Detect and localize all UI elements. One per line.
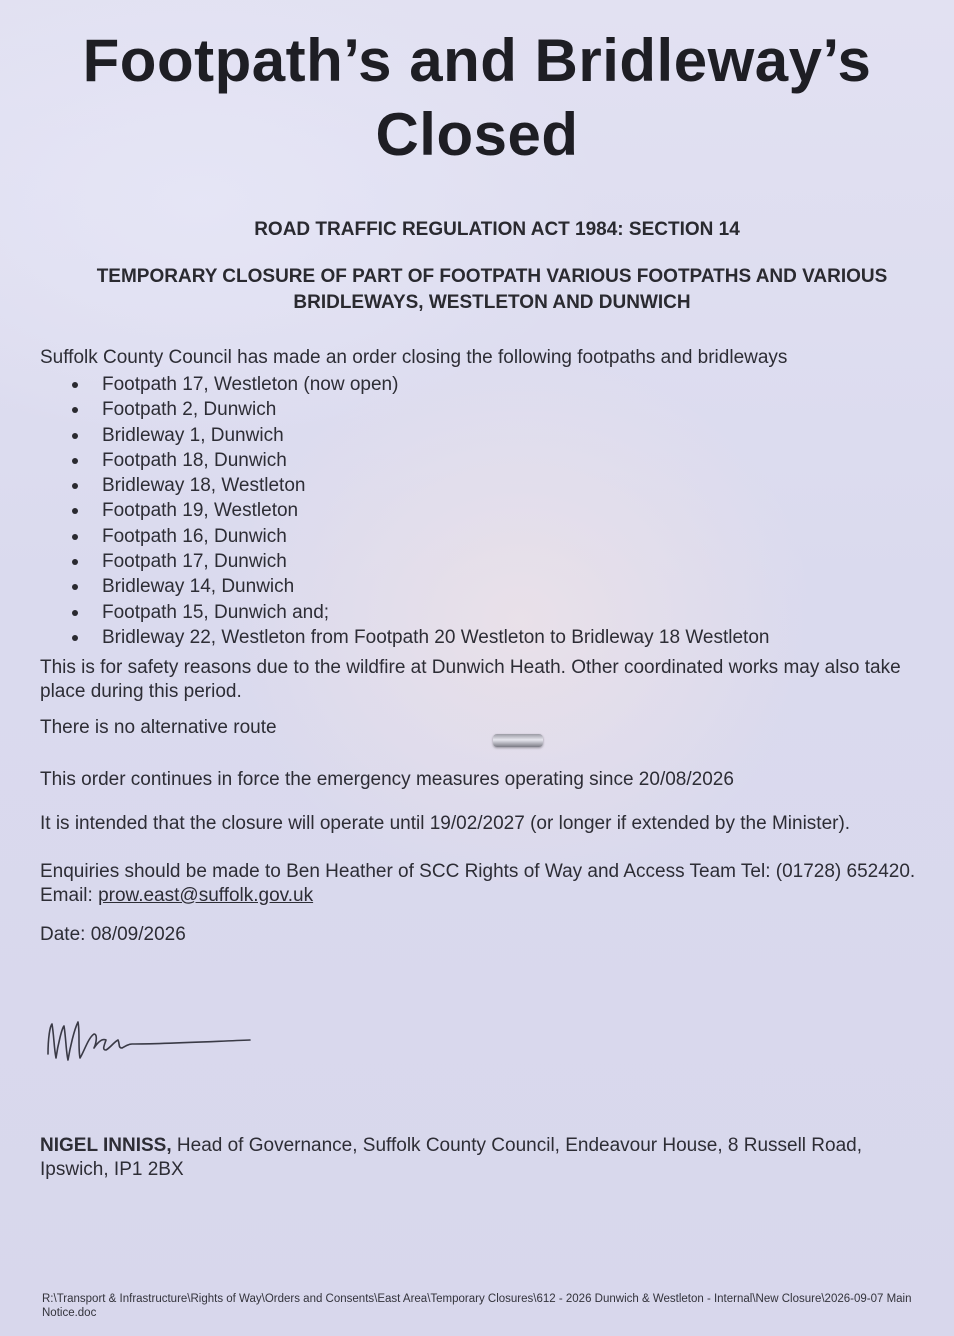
signatory-name: NIGEL INNISS, <box>40 1135 172 1156</box>
signature <box>40 1008 260 1078</box>
route-item: Bridleway 22, Westleton from Footpath 20 Westleton to Bridleway 18 Westleton <box>0 625 769 650</box>
route-item: Footpath 2, Dunwich <box>0 397 769 422</box>
notice-title-line-1: Footpath’s and Bridleway’s <box>82 27 872 94</box>
no-alternative-paragraph: There is no alternative route <box>40 717 277 738</box>
intended-paragraph: It is intended that the closure will operate until 19/02/2027 (or longer if extended by the Minister). <box>40 813 851 834</box>
closure-heading-line-2: BRIDLEWAYS, WESTLETON AND DUNWICH <box>293 292 691 313</box>
signatory-details: Head of Governance, Suffolk County Council, Endeavour House, 8 Russell Road, Ipswich, IP1 2BX <box>40 1135 862 1180</box>
route-item: Bridleway 1, Dunwich <box>0 423 769 448</box>
closed-routes-list <box>0 372 769 650</box>
notice-title-line-2: Closed <box>375 101 579 168</box>
route-item: Footpath 17, Dunwich <box>0 549 769 574</box>
notice-date: Date: 08/09/2026 <box>40 924 186 945</box>
route-item: Footpath 17, Westleton (now open) <box>0 372 769 397</box>
reason-paragraph: This is for safety reasons due to the wildfire at Dunwich Heath. Other coordinated works may also take place during this period. <box>40 657 901 702</box>
act-heading: ROAD TRAFFIC REGULATION ACT 1984: SECTION 14 <box>254 219 740 240</box>
route-item: Footpath 19, Westleton <box>0 498 769 523</box>
route-item: Bridleway 18, Westleton <box>0 473 769 498</box>
enquiries-paragraph <box>40 860 932 908</box>
route-item: Bridleway 14, Dunwich <box>0 574 769 599</box>
intro-paragraph: Suffolk County Council has made an order closing the following footpaths and bridleways <box>40 347 788 368</box>
document-file-path: R:\Transport & Infrastructure\Rights of Way\Orders and Consents\East Area\Temporary Closures\612 - 2026 Dunwich & Westleton - Internal\New Closure\2026-09-07 Main Notice.doc <box>42 1293 912 1319</box>
closure-heading <box>44 264 940 316</box>
closure-heading-line-1: TEMPORARY CLOSURE OF PART OF FOOTPATH VARIOUS FOOTPATHS AND VARIOUS <box>96 266 888 287</box>
route-item: Footpath 16, Dunwich <box>0 524 769 549</box>
notice-title <box>40 24 914 172</box>
route-item: Footpath 15, Dunwich and; <box>0 600 769 625</box>
enquiries-text: Enquiries should be made to Ben Heather of SCC Rights of Way and Access Team Tel: (01728) 652420. Email: <box>40 861 916 906</box>
route-item: Footpath 18, Dunwich <box>0 448 769 473</box>
signatory-block <box>40 1134 932 1182</box>
continues-paragraph: This order continues in force the emergency measures operating since 20/08/2026 <box>40 769 734 790</box>
email-link[interactable]: prow.east@suffolk.gov.uk <box>98 885 314 906</box>
staple-pin <box>493 734 543 747</box>
